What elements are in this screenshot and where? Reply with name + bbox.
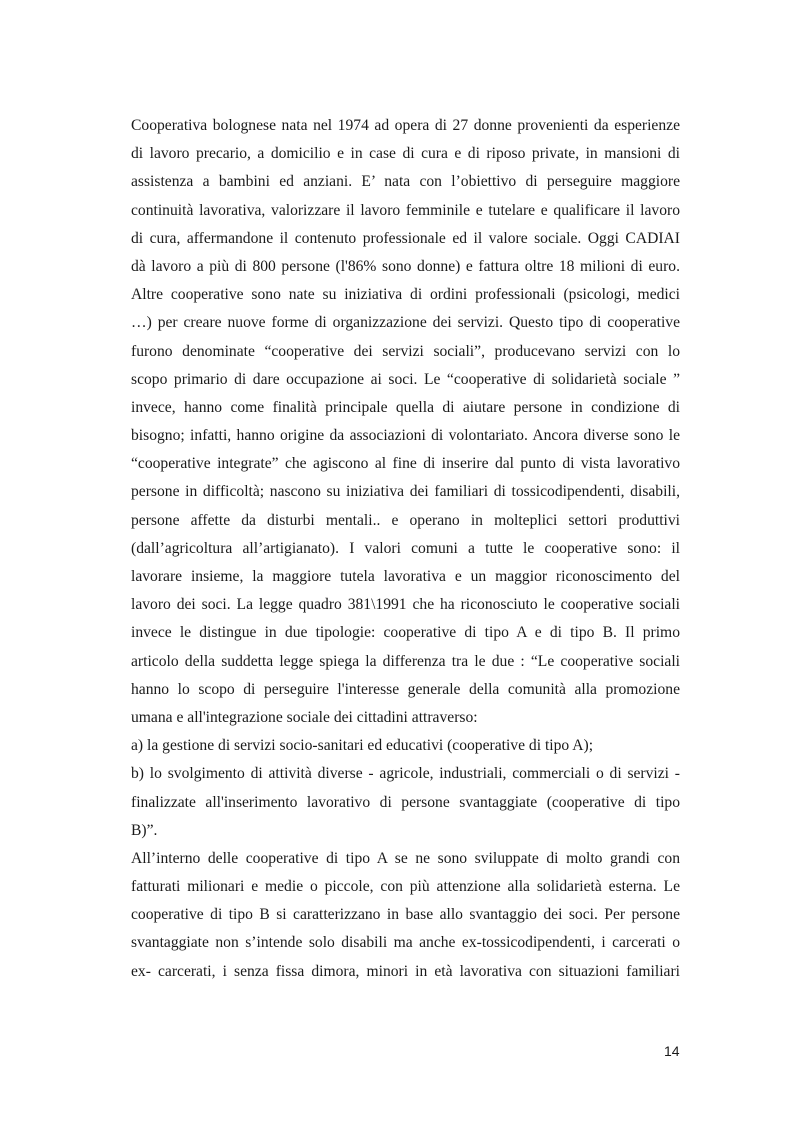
text-line: B)”. [131, 821, 158, 839]
text-line: persone affette da disturbi mentali.. e operano in molteplici settori produttivi [131, 511, 680, 529]
text-line: lavorare insieme, la maggiore tutela lavorativa e un maggior riconoscimento del [131, 568, 680, 585]
text-line: (dall’agricoltura all’artigianato). I valori comuni a tutte le cooperative sono: il [131, 539, 680, 557]
text-line: umana e all'integrazione sociale dei cittadini attraverso: [131, 708, 478, 726]
text-line: ex- carcerati, i senza fissa dimora, minori in età lavorativa con situazioni familiari [131, 962, 680, 980]
text-line: lavoro dei soci. La legge quadro 381\1991 che ha riconosciuto le cooperative sociali [131, 596, 680, 614]
text-line: All’interno delle cooperative di tipo A se ne sono sviluppate di molto grandi con [131, 849, 680, 867]
text-line: assistenza a bambini ed anziani. E’ nata con l’obiettivo di perseguire maggiore [131, 173, 680, 191]
page-number: 14 [664, 1043, 680, 1059]
text-line: fatturati milionari e medie o piccole, con più attenzione alla solidarietà esterna. Le [131, 878, 680, 896]
text-line: invece, hanno come finalità principale quella di aiutare persone in condizione di [131, 398, 680, 416]
text-line: invece le distingue in due tipologie: cooperative di tipo A e di tipo B. Il primo [131, 624, 680, 642]
text-line: articolo della suddetta legge spiega la differenza tra le due : “Le cooperative sociali [131, 652, 680, 670]
text-line: scopo primario di dare occupazione ai soci. Le “cooperative di solidarietà sociale ” [131, 370, 680, 388]
text-line: finalizzate all'inserimento lavorativo di persone svantaggiate (cooperative di tipo [131, 793, 680, 811]
text-line: continuità lavorativa, valorizzare il lavoro femminile e tutelare e qualificare il lavoro [131, 201, 680, 219]
text-line: Cooperativa bolognese nata nel 1974 ad opera di 27 donne provenienti da esperienze [131, 117, 680, 134]
text-line: cooperative di tipo B si caratterizzano in base allo svantaggio dei soci. Per persone [131, 906, 680, 924]
body-text [131, 112, 680, 986]
text-line: svantaggiate non s’intende solo disabili ma anche ex-tossicodipendenti, i carcerati o [131, 934, 680, 952]
text-line: hanno lo scopo di perseguire l'interesse generale della comunità alla promozione [131, 680, 680, 698]
text-line: b) lo svolgimento di attività diverse - agricole, industriali, commerciali o di servizi - [131, 765, 680, 783]
text-line: di cura, affermandone il contenuto professionale ed il valore sociale. Oggi CADIAI [131, 229, 680, 247]
text-line: Altre cooperative sono nate su iniziativa di ordini professionali (psicologi, medici [131, 286, 680, 304]
text-line: furono denominate “cooperative dei servizi sociali”, producevano servizi con lo [131, 342, 680, 360]
text-line: di lavoro precario, a domicilio e in case di cura e di riposo private, in mansioni di [131, 145, 680, 163]
text-line: …) per creare nuove forme di organizzazione dei servizi. Questo tipo di cooperative [131, 314, 680, 332]
text-line: a) la gestione di servizi socio-sanitari ed educativi (cooperative di tipo A); [131, 737, 594, 755]
text-line: dà lavoro a più di 800 persone (l'86% sono donne) e fattura oltre 18 milioni di euro. [131, 257, 680, 275]
text-line: “cooperative integrate” che agiscono al fine di inserire dal punto di vista lavorativo [131, 455, 680, 473]
text-line: bisogno; infatti, hanno origine da associazioni di volontariato. Ancora diverse sono le [131, 427, 680, 445]
text-line: persone in difficoltà; nascono su iniziativa dei familiari di tossicodipendenti, disabili, [131, 483, 680, 501]
